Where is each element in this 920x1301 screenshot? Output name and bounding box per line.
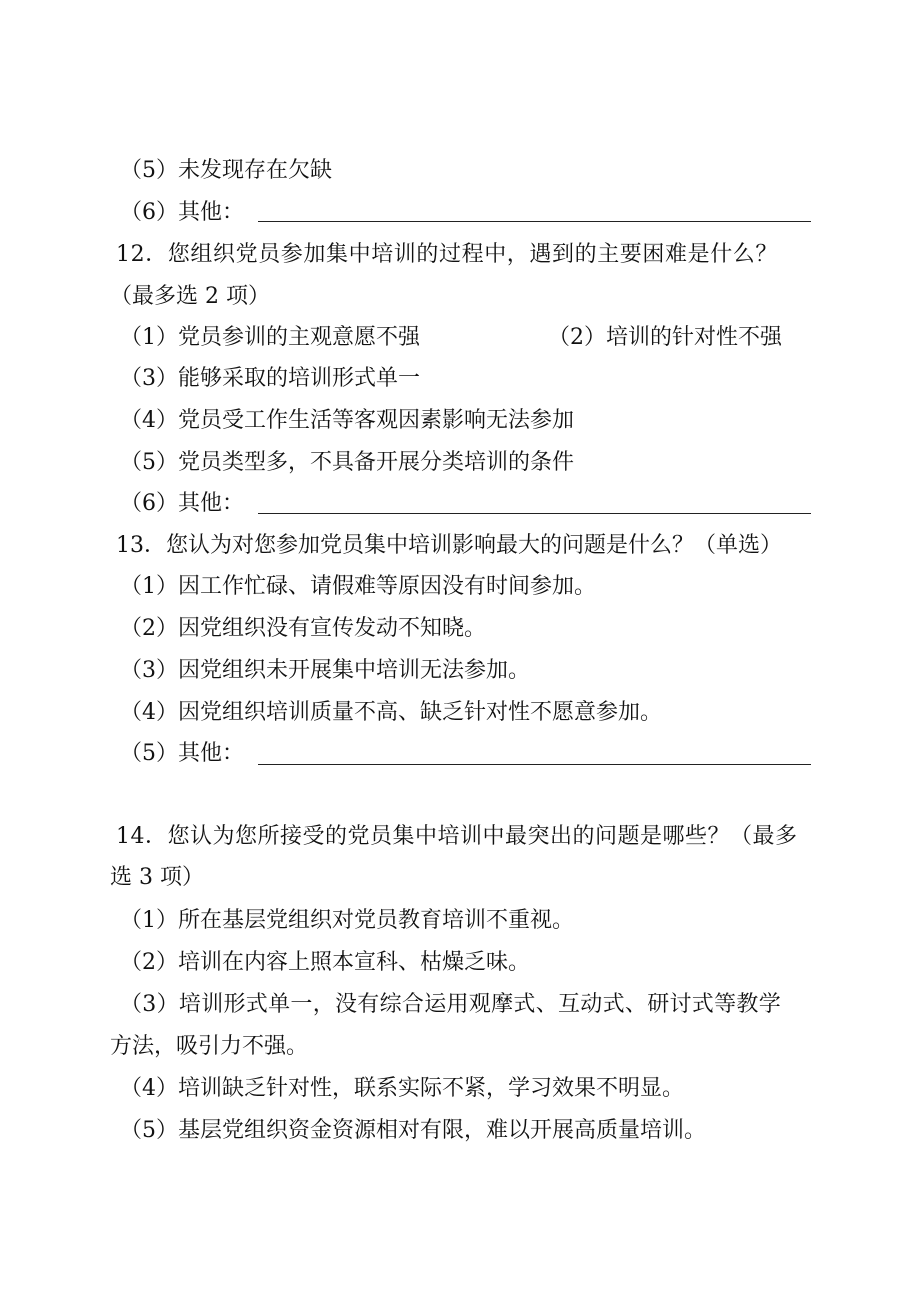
q14-option-3-continuation: 方法，吸引力不强。 <box>110 1034 309 1059</box>
q14-stem-continuation: 选 3 项） <box>110 865 204 890</box>
q12-option-5: （5）党员类型多，不具备开展分类培训的条件 <box>120 450 574 475</box>
q14-option-5: （5）基层党组织资金资源相对有限，难以开展高质量培训。 <box>120 1118 706 1143</box>
q11-other-blank[interactable] <box>258 221 811 222</box>
q12-option-2: （2）培训的针对性不强 <box>548 325 782 350</box>
q14-stem: 14．您认为您所接受的党员集中培训中最突出的问题是哪些？（最多 <box>116 824 798 849</box>
q11-option-5: （5）未发现存在欠缺 <box>120 158 332 183</box>
q14-option-3: （3）培训形式单一，没有综合运用观摩式、互动式、研讨式等教学 <box>120 992 781 1017</box>
q11-option-6: （6）其他： <box>120 200 244 225</box>
q12-note: （最多选 2 项） <box>110 284 270 309</box>
q12-option-1: （1）党员参训的主观意愿不强 <box>120 325 420 350</box>
q12-stem: 12．您组织党员参加集中培训的过程中，遇到的主要困难是什么？ <box>116 242 778 267</box>
q12-other-blank[interactable] <box>258 513 811 514</box>
q13-option-3: （3）因党组织未开展集中培训无法参加。 <box>120 658 530 683</box>
q13-option-2: （2）因党组织没有宣传发动不知晓。 <box>120 616 486 641</box>
q13-stem: 13．您认为对您参加党员集中培训影响最大的问题是什么？（单选） <box>116 533 782 558</box>
q13-option-5: （5）其他： <box>120 741 244 766</box>
q14-option-4: （4）培训缺乏针对性，联系实际不紧，学习效果不明显。 <box>120 1076 684 1101</box>
q13-option-4: （4）因党组织培训质量不高、缺乏针对性不愿意参加。 <box>120 700 662 725</box>
q12-option-3: （3）能够采取的培训形式单一 <box>120 366 420 391</box>
q12-option-6: （6）其他： <box>120 491 244 516</box>
q12-option-4: （4）党员受工作生活等客观因素影响无法参加 <box>120 408 574 433</box>
q14-option-1: （1）所在基层党组织对党员教育培训不重视。 <box>120 908 574 933</box>
q14-option-2: （2）培训在内容上照本宣科、枯燥乏味。 <box>120 950 530 975</box>
q13-other-blank[interactable] <box>258 764 811 765</box>
q13-option-1: （1）因工作忙碌、请假难等原因没有时间参加。 <box>120 574 596 599</box>
